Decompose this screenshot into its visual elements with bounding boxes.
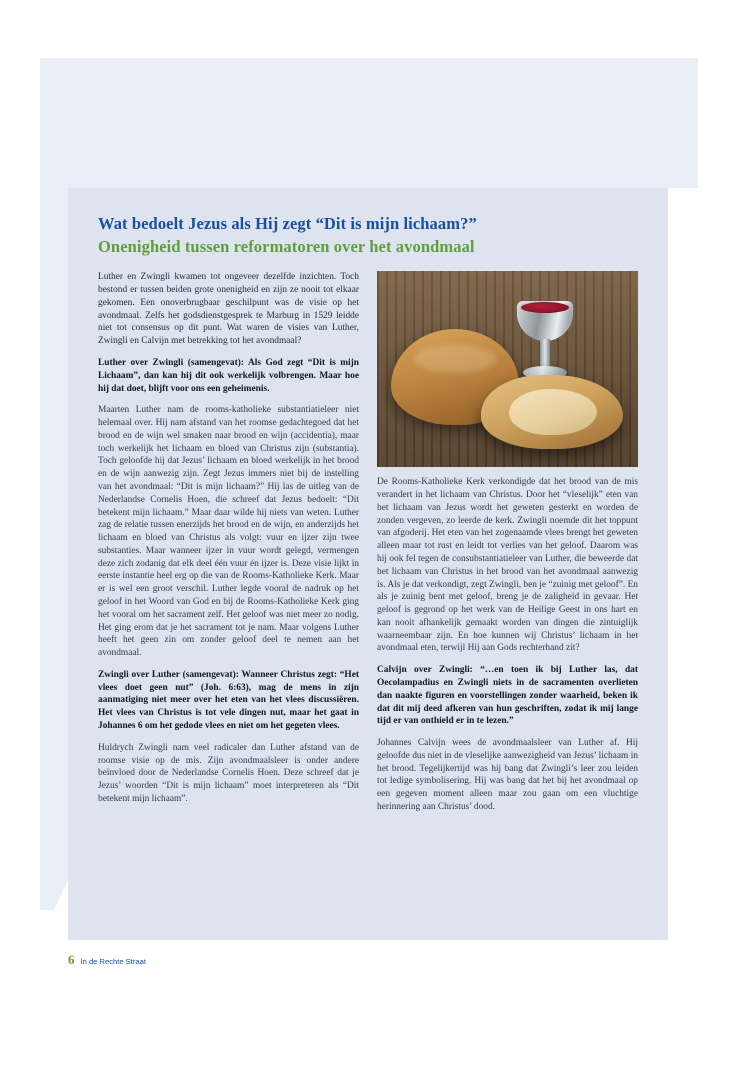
article-panel: [68, 188, 668, 940]
page-decoration-top-band: [40, 58, 698, 188]
paragraph-roman-catholic: De Rooms-Katholieke Kerk verkondigde dat het brood van de mis verandert in het lichaam van Christus. Door het “vleselijk” eten van het lichaam van Jezus wordt het geweten gesterkt en worden de zonden vergeven, zo leerde de kerk. Zwingli noemde dit het toppunt van afgoderij. Het eten van het zogenaamde vlees brengt het geweten alleen maar tot rust en leidt tot verlies van het geloof. Daarom was hij ook fel tegen de consubstantiatieleer van Luther, die beweerde dat het lichaam van Christus in het brood van het avondmaal aanwezig is. Als je dat verkondigt, zegt Zwingli, ben je “zuinig met geloof”. En als je zuinig bent met geloof, breng je de zaligheid in gevaar. Het geloof is gegrond op het werk van de Heilige Geest in ons hart en kan nooit afhankelijk gemaakt worden van dingen die zintuiglijk waarneembaar zijn. En hoe kunnen wij Christus’ lichaam in het avondmaal eten, terwijl Hij aan Gods rechterhand zit?: [377, 477, 638, 654]
paragraph-luther-body: Maarten Luther nam de rooms-katholieke substantiatieleer niet helemaal over. Hij nam afstand van het roomse gedachtegoed dat het brood en de wijn wel smaken naar brood en wijn (accidentia), maar toch werkelijk het lichaam en bloed van Christus zijn (substantia). Toch geloofde hij dat Jezus’ lichaam en bloed werkelijk in het brood en de wijn aanwezig zijn. Zegt Jezus immers niet bij de instelling van het avondmaal: “Dit is mijn lichaam?” Hij las de uitleg van de Nederlandse Cornelis Hoen, die schreef dat Jezus bedoelt: “Dit betekent mijn lichaam.” Maar daar wilde hij niets van weten. Luther zag de relatie tussen enerzijds het brood en de wijn, en anderzijds het lichaam en bloed van Christus als volgt: vuur en ijzer zijn twee substanties. Maar wanneer ijzer in vuur wordt gelegd, vermengen deze zich zodanig dat elk deel één vuur én ijzer is. Deze visie lijkt in eerste instantie heel erg op die van de Rooms-Katholieke Kerk. Maar er is wel een groot verschil. Luther legde vooral de nadruk op het geloof in het Woord van God en bij de Rooms-Katholieke Kerk ging het vooral om het sacrament zelf. Het geloof was niet meer zo nodig. Het ging erom dat je het sacrament tot je nam. Maar volgens Luther heeft het geen zin om zonder geloof deel te nemen aan het avondmaal.: [98, 405, 359, 659]
column-right: [377, 271, 638, 823]
photo-bread-crumb: [509, 389, 597, 435]
heading-calvijn-over-zwingli: Calvijn over Zwingli: “…en toen ik bij Luther las, dat Oecolampadius en Zwingli niets in de sacramenten overlieten dan naakte figuren en voorstellingen zonder waarheid, beken ik dat dit mij deed afkeren van hun geschriften, zodat ik mij lange tijd er van onthield er in te lezen.”: [377, 665, 638, 727]
article-photo: [377, 271, 638, 467]
page-title: Wat bedoelt Jezus als Hij zegt “Dit is mijn lichaam?”: [98, 214, 477, 233]
photo-chalice-stem: [540, 339, 550, 369]
paragraph-zwingli-body: Huldrych Zwingli nam veel radicaler dan Luther afstand van de roomse visie op de mis. Zijn avondmaalsleer is onder andere beïnvloed door de Nederlandse Cornelis Hoen. Deze schreef dat je Jezus’ woorden “Dit is mijn lichaam” moet interpreteren als “Dit betekent mijn lichaam”.: [98, 742, 359, 804]
paragraph-calvijn-body: Johannes Calvijn wees de avondmaalsleer van Luther af. Hij geloofde dus niet in de vleselijke aanwezigheid van Jezus’ lichaam in het brood. Tegelijkertijd was hij bang dat Zwingli’s leer zou leiden tot ledige symbolisering. Hij was bang dat het bij het avondmaal op een gegeven moment alleen maar zou gaan om een vluchtige herinnering aan Christus’ dood.: [377, 738, 638, 812]
publication-name: In de Rechte Straat: [80, 957, 146, 966]
column-left: [98, 271, 359, 823]
page-number: 6: [68, 952, 75, 967]
heading-zwingli-over-luther: Zwingli over Luther (samengevat): Wanneer Christus zegt: “Het vlees doet geen nut” (Joh. 6:63), mag de mens in zijn aanmatiging niet meer over het eten van het vlees discussiëren. Het vlees van Christus is tot vele dingen nut, maar het gaat in Johannes 6 om het gedode vlees en niet om het gegeten vlees.: [98, 669, 359, 732]
page-subtitle: Onenigheid tussen reformatoren over het avondmaal: [98, 236, 475, 256]
page-footer: [68, 952, 146, 968]
page-decoration-left-band: [40, 58, 68, 910]
article-columns: [98, 271, 638, 823]
paragraph-intro: Luther en Zwingli kwamen tot ongeveer dezelfde inzichten. Toch bestond er tussen beiden grote onenigheid en zijn ze nooit tot elkaar gekomen. Een onoverbrugbaar geschilpunt was de visie op het avondmaal. Zelfs het godsdienstgesprek te Marburg in 1529 leidde niet tot consensus op dit punt. Wat waren de visies van Luther, Zwingli en Calvijn met betrekking tot het avondmaal?: [98, 272, 359, 347]
heading-luther-over-zwingli: Luther over Zwingli (samengevat): Als God zegt “Dit is mijn Lichaam”, dan kan hij dit ook werkelijk volbrengen. Maar hoe hij dat doet, blijft voor ons een geheimenis.: [98, 357, 359, 394]
